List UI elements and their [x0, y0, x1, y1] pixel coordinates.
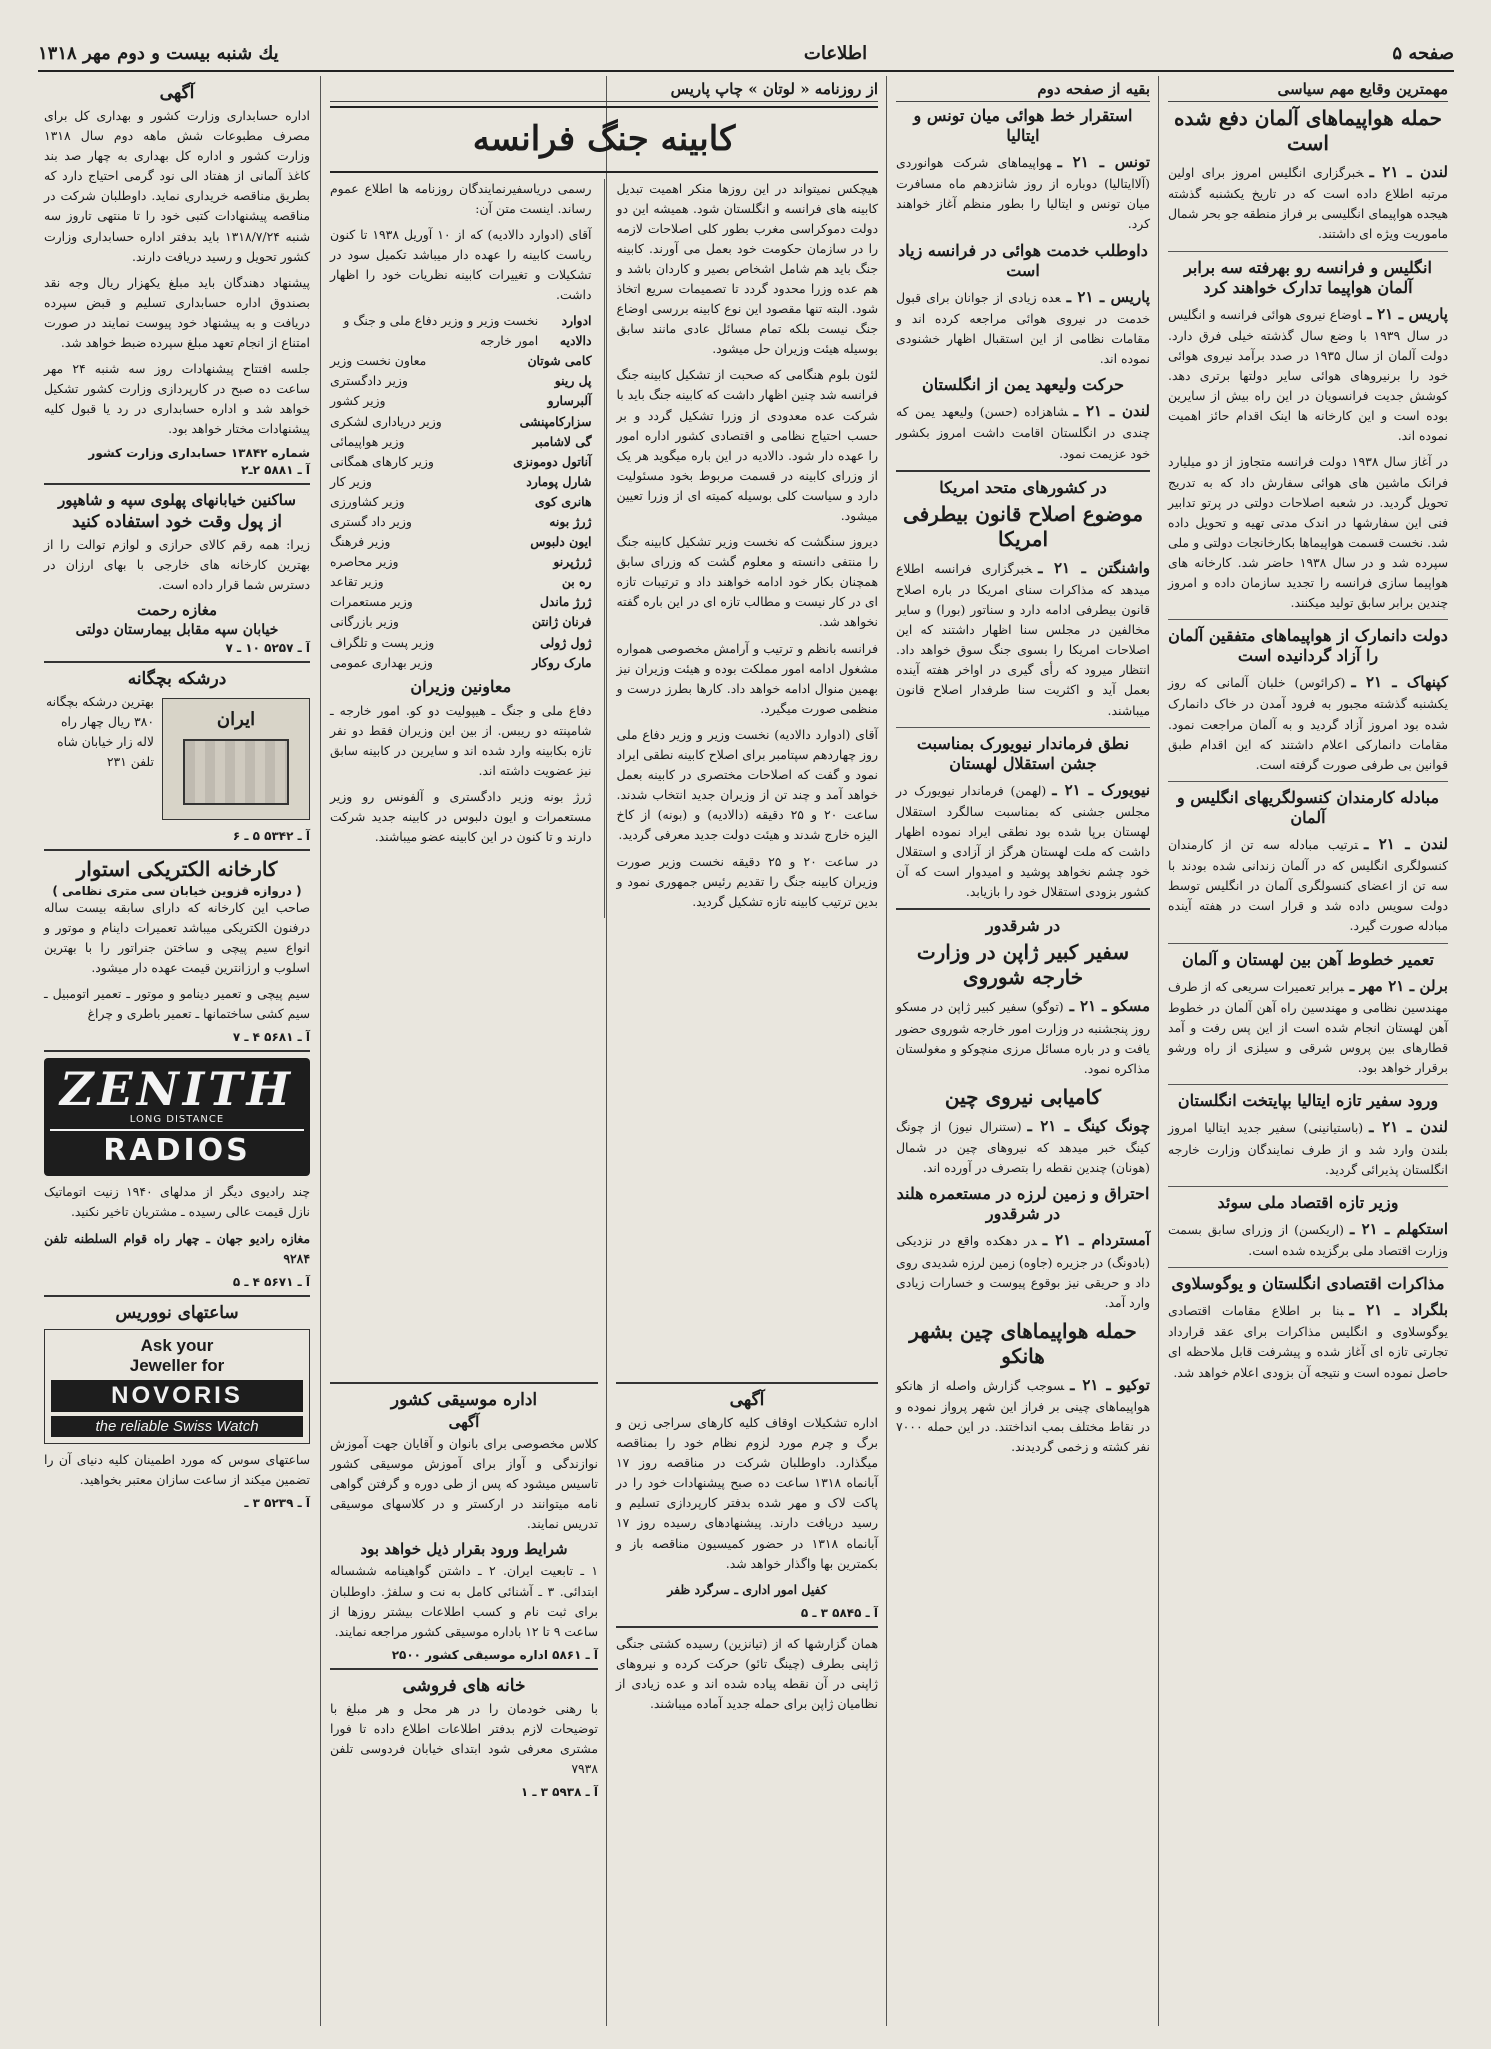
column-notice-ad [610, 1376, 884, 2026]
ad-body: کلاس مخصوصی برای بانوان و آقایان جهت آموزش نوازندگی و آواز برای آموزش موسیقی کشور تاسیس میشود که پس از طی دوره و گرفتن گواهی نامه میتوانند در ارکستر و در کلاسهای موسیقی تدریس نمایند. [330, 1436, 598, 1532]
article-paragraph: استکهلم ـ ۲۱ ـ(اریکسن) از وزرای سابق بسمت وزارت اقتصاد ملی برگزیده شده است. [1168, 1219, 1449, 1258]
pram-icon [183, 739, 289, 805]
novoris-line: Jeweller for [129, 1355, 225, 1375]
article-paragraph: لندن ـ ۲۱ ـشاهزاده (حسن) ولیعهد یمن که چندی در انگلستان اقامت داشت امروز بکشور خود عزیمت نمود. [896, 402, 1151, 461]
ad-body: ساعتهای سوس که مورد اطمینان کلیه دنیای آن را تضمین میکند از ساعت سازان معتبر بخواهید. [44, 1451, 310, 1487]
roster-role: وزیر کشاورزی [330, 493, 405, 509]
article-war-cabinet [324, 80, 884, 1370]
page-number: صفحه ۵ [1392, 42, 1454, 64]
shop-name: مغازه رحمت [136, 600, 218, 619]
article-title: کابینه جنگ فرانسه [472, 119, 736, 159]
headline: تعمیر خطوط آهن بین لهستان و آلمان [1182, 949, 1434, 969]
column-rule [886, 76, 887, 2026]
roster-name: ژول ژولی [540, 634, 592, 650]
article-paragraph: کپنهاک ـ ۲۱ ـ(کرائوس) خلبان آلمانی که روز یکشنبه گذشته مجبور به فرود آمدن در خاک دانمارک شده بود امروز آزاد گردید و به آلمان مراجعت نمود. مقامات دانمارکی اعلام داشتند که این اقدام طبق قوانین بی طرفی صورت گرفته است. [1168, 673, 1448, 772]
ad-body: اداره حسابداری وزارت کشور و بهداری کل برای مصرف مطبوعات شش ماهه دوم سال ۱۳۱۸ وزارت کشور و اداره کل بهداری به چهار صد بند کاغذ آلمانی از هفتاد الی نود گرمی احتیاج دارد که بطریق مناقصه خریداری نماید. داوطلبان شرکت در مناقصه پیشنهادات کتبی خود را تا منتهی تاروز سه شنبه ۱۳۱۸/۷/۲۴ باید بدفتر اداره حسابداری وزارت کشور تحویل و رسید دریافت دارند. [44, 108, 310, 264]
roster-name: پل رینو [554, 373, 592, 389]
roster-row [330, 512, 592, 532]
ad-title: آگهی [729, 1390, 765, 1410]
article-paragraph: فرانسه بانظم و ترتیب و آرامش مخصوصی همواره مشغول ادامه امور مملکت بوده و هیئت وزیران نیز بهمین منوال ادامه خواهد داد. کارها بطرز درست و منظمی صورت میگیرد. [616, 640, 878, 716]
headline: ورود سفیر تازه ایتالیا بپایتخت انگلستان [1177, 1091, 1439, 1111]
zenith-logo: ZENITH [60, 1062, 294, 1117]
roster-role: وزیر پست و تلگراف [330, 634, 435, 650]
headline: نطق فرماندار نیویورک بمناسبت جشن استقلال لهستان [916, 733, 1130, 773]
ad-code: آ ـ ۵۹۳۸ ۳ ـ ۱ [520, 1785, 598, 1800]
article-paragraph: تونس ـ ۲۱ ـهواپیماهای شرکت هوانوردی (آلاایتالیا) دوباره از روز شانزدهم ماه مسافرت میان تونس و ایتالیا را بطور منظم آغاز خواهند کرد. [896, 153, 1151, 232]
roster-name: گی لاشامبر [532, 433, 592, 449]
roster-row [330, 472, 592, 492]
ad-title: درشکه بچگانه [127, 668, 227, 689]
roster-row [330, 552, 592, 572]
roster-role: وزیر داد گستری [330, 514, 412, 529]
headline: حمله هواپیماهای آلمان دفع شده است [1174, 106, 1442, 155]
headline: انگلیس و فرانسه رو بهرفته سه برابر آلمان هواپیما تدارک خواهند کرد [1184, 257, 1432, 297]
zenith-tagline: LONG DISTANCE [129, 1114, 225, 1126]
roster-name: آلبرسارو [547, 393, 592, 409]
roster-name: شارل پومارد [526, 473, 592, 489]
roster-row [330, 633, 592, 653]
roster-row [330, 311, 592, 351]
ad-title: کارخانه الکتریکی استوار [76, 856, 278, 881]
article-paragraph: لئون بلوم هنگامی که صحبت از تشکیل کابینه جنگ فرانسه شد چنین اظهار داشت که کابینه جنگ باید با شرکت عده معدودی از وزرا تشکیل گردد و بر حسب احتیاج نظامی و اقتصادی کشور اداره امور را عهده دار شود. دالادیه در این باره میگوید هر یک از وزرای کابینه در قسمت مربوط بخود مسئولیت دارد و سیاست کلی بوسیله کمیته ای از وزرا تعیین میشود. [616, 367, 878, 523]
ad-subtitle: شرایط ورود بقرار ذیل خواهد بود [360, 1540, 568, 1559]
headline: حمله هواپیماهای چین بشهر هانکو [909, 1319, 1137, 1368]
article-paragraph: دفاع ملی و جنگ ـ هیپولیت دو کو. امور خارجه ـ شامپنته دو ریبس. از بین این وزیران فقط دو نفر تازه بکابینه وارد شده اند و سایرین در کابینه سابق نیز عضویت داشته اند. [330, 702, 592, 779]
roster-row [330, 653, 592, 673]
article-paragraph: آقای (ادوارد دالادیه) که از ۱۰ آوریل ۱۹۳۸ تا کنون ریاست کابینه را عهده دار میباشد تکمیل سود در تشکیلات و تغییرات کابینه نظریات خود را اظهار داشت. [330, 226, 592, 302]
roster-name: ره بن [561, 574, 592, 590]
ad-body: پیشنهاد دهندگان باید مبلغ یکهزار ریال وجه نقد بصندوق اداره حسابداری تسلیم و قبض سپرده دریافت و به پیشنهاد خود پیوست نمایند در صورت امتناع از انجام تعهد مبلغ سپرده ضبط خواهد شد. [44, 274, 310, 351]
zenith-product: RADIOS [50, 1129, 304, 1168]
ad-title: آگهی [159, 83, 195, 103]
article-paragraph: ژرژ بونه وزیر دادگستری و آلفونس رو وزیر مستعمرات و ایون دلبوس در کابینه جدید شرکت دارند و تا کنون در این کابینه عضو میباشند. [330, 789, 592, 845]
ad-body: با رهنی خودمان را در هر محل و هر مبلغ با توضیحات لازم بدفتر اطلاعات اطلاع داده تا فورا مشتری معرفی شود ابتدای خیابان فردوسی تلفن ۷۹۳۸ [330, 1700, 598, 1777]
article-paragraph: رسمی دریاسفیرنمایندگان روزنامه ها اطلاع عموم رساند. اینست متن آن: [330, 180, 592, 216]
ad-title: اداره موسیقی کشور [390, 1390, 538, 1410]
pram-brand: ایران [216, 708, 256, 730]
roster-role: وزیر فرهنگ [330, 534, 391, 550]
roster-row [330, 532, 592, 552]
roster-role: وزیر دریاداری لشکری [330, 413, 442, 429]
roster-role: وزیر دادگستری [330, 373, 408, 389]
roster-row [330, 432, 592, 452]
article-paragraph: پاریس ـ ۲۱ ـاوضاع نیروی هوائی فرانسه و انگلیس در سال ۱۹۳۹ با وضع سال گذشته خیلی فرق دارد. دولت آلمان از سال ۱۹۳۵ در صدد برآمد نیروی هوائی خود را برنیروهای هوائی سایر دولتها برتری دهد. کوشش جدیت فرانسویان در این راه بیش از سایرین بوده است و این کارخانه ها اینک اقدام حائز اهمیت نموده اند. [1168, 304, 1448, 444]
ad-code: آ ـ ۵۸۶۱ اداره موسیقی کشور ۲۵۰۰ [391, 1647, 598, 1662]
ad-subtitle: ( دروازه قزوین خیابان سی متری نظامی ) [52, 883, 302, 898]
article-paragraph: پاریس ـ ۲۱ ـعده زیادی از جوانان برای قبول خدمت در نیروی هوائی مراجعه کرده اند و مقامات نظامی از این استقبال اظهار خشنودی نموده اند. [896, 287, 1150, 367]
column-ads [38, 80, 316, 2026]
roster-name: سزارکامپنشی [519, 413, 592, 429]
novoris-watch-ad [44, 1329, 310, 1444]
roster-row [330, 572, 592, 592]
subhead: در کشورهای متحد امریکا [939, 477, 1107, 497]
ad-body: جلسه افتتاح پیشنهادات روز سه شنبه ۲۴ مهر ساعت ده صبح در کارپردازی وزارت کشور تشکیل خواهد شد و اداره حسابداری در رد یا قبول کلیه پیشنهادات مختار خواهد بود. [44, 361, 311, 437]
article-paragraph: در آغاز سال ۱۹۳۸ دولت فرانسه متجاوز از دو میلیارد فرانک ماشین های هوائی سفارش داد که به تدریج تحویل گردید. در شعبه اصلاحات دولتی در پرتو تدابیر فنی این سفارشها در اندک مدتی تهیه و تحویل داده شد. نخست قسمت هواپیماها بکارخانجات دولتی و ملی سپرده شد و در سال ۱۹۳۸ حاضر شد. کارخانه های هواپیما سازی فرانسه را تجدید سازمان داده و امروز چندین برابر سابق تولید میکنند. [1168, 454, 1448, 611]
ad-body: بهترین درشکه بچگانه ۳۸۰ ریال چهار راه لاله زار خیابان شاه تلفن ۲۳۱ [45, 693, 154, 770]
article-paragraph: بلگراد ـ ۲۱ ـبنا بر اطلاع مقامات اقتصادی یوگوسلاوی و انگلیس مذاکرات برای عقد قرارداد تجارتی تازه ای آغاز شده و پیشرفت قابل ملاحظه ای حاصل نموده است و نتیجه آن بزودی اعلام خواهد شد. [1168, 1301, 1448, 1380]
ad-code: آ ـ ۵۲۵۷ ۱۰ ـ ۷ [225, 640, 310, 655]
section-kicker: مهمترین وقایع مهم سیاسی [1168, 80, 1448, 102]
ad-title: ساعتهای نووریس [115, 1302, 239, 1323]
article-paragraph: دیروز سنگشت که نخست وزیر تشکیل کابینه جنگ را منتفی دانسته و معلوم گشت که وزرای سابق همچنان بکار خود ادامه خواهند داد و ترتیبات تازه ای در کار نیست و مطالب تازه ای در این باره گفته نخواهد شد. [616, 534, 878, 630]
article-column-a [617, 179, 879, 918]
headline: مذاکرات اقتصادی انگلستان و یوگوسلاوی [1171, 1274, 1445, 1294]
roster-role: وزیر کارهای همگانی [330, 453, 434, 469]
article-paragraph: توکیو ـ ۲۱ ـسوجب گزارش واصله از هانکو هواپیماهای چینی بر فراز این شهر پرواز نموده و در نقاط مختلف بمب انداختند. در این حمله ۷۰۰۰ نفر کشته و زخمی گردیدند. [896, 1376, 1150, 1455]
article-paragraph: همان گزارشها که از (تیانزین) رسیده کشتی جنگی ژاپنی بطرف (چینگ تائو) حرکت کرده و نیروهای ژاپنی در آن نقطه پیاده شده اند و عده زیادی از نظامیان ژاپن برای حمله جدید آماده میباشند. [616, 1635, 878, 1712]
novoris-tagline: the reliable Swiss Watch [51, 1416, 303, 1437]
novoris-logo: NOVORIS [51, 1380, 303, 1412]
roster-row [330, 351, 592, 371]
ad-code: آ ـ ۵۶۸۱ ۴ ـ ۷ [232, 1030, 310, 1045]
column-music-ad [324, 1376, 604, 2026]
roster-role: نخست وزیر و وزیر دفاع ملی و جنگ و امور خارجه [343, 313, 539, 349]
headline: استقرار خط هوائی میان تونس و ایتالیا [913, 106, 1133, 145]
article-paragraph: هیچکس نمیتواند در این روزها منکر اهمیت تبدیل کابینه های فرانسه و انگلستان شود. همیشه این دو دولت دموکراسی مغرب بطور کلی اصلاحات لازمه را در سازمان حکومت خود بعمل می آورند. کابینه جنگ باید هم شامل اشخاص بصیر و کاردان باشد و هم عده وزرا محدود گردد تا تصمیمات سریع اتخاذ شود. البته تنها مقصود این نوع کابینه بررسی اوضاع جنگ نیست بلکه تمام مسائل عادی مانند سابق بوسیله هیئت وزیران حل میشود. [616, 180, 878, 357]
roster-row [330, 492, 592, 512]
roster-role: معاون نخست وزیر [330, 353, 427, 369]
roster-role: وزیر مستعمرات [330, 594, 413, 610]
article-paragraph: چونگ کینگ ـ ۲۱ ـ(ستنرال نیوز) از چونگ کینگ خبر میدهد که نیروهای چین در شمال (هونان) چندین نقطه را بتصرف در آورده اند. [896, 1116, 1150, 1176]
column-world-news [890, 80, 1156, 2026]
roster-role: وزیر بازرگانی [330, 614, 399, 630]
roster-role: وزیر کار [330, 473, 372, 489]
article-paragraph: واشنگتن ـ ۲۱ ـخبرگزاری فرانسه اطلاع میدهد که مذاکرات سنای امریکا در باره اصلاح قانون بیطرفی ادامه دارد و سناتور (بورا) و سایر مخالفین در مجلس سنا اظهار داشتند که این اصلاحات امریکا را بسوی جنگ سوق خواهد داد. انتظار میرود که رأی گیری در اواخر هفته آینده بعمل آید و اکثریت سنا طرفدار اصلاح قانون میباشند. [896, 558, 1151, 718]
ad-signature: کفیل امور اداری ـ سرگرد ظفر [667, 1581, 827, 1597]
roster-name: کامی شوتان [527, 353, 592, 369]
ad-title: ساکنین خیابانهای پهلوی سپه و شاهپور [58, 490, 296, 509]
headline: سفیر کبیر ژاپن در وزارت خارجه شوروی [916, 940, 1130, 990]
roster-role: وزیر بهداری عمومی [330, 654, 433, 670]
paper-name: اطلاعات [803, 42, 868, 64]
roster-row [330, 391, 592, 411]
article-paragraph: برلن ـ ۲۱ مهر ـبرابر تعمیرات سریعی که از طرف مهندسین نظامی و مهندسین راه آهن آلمان در خطوط آهن لهستان انجام شده است از این پس رفت و آمد قطارهای بین پروس شرقی و سیلزی از راه ورشو برقرار خواهد بود. [1168, 976, 1448, 1076]
ad-code: آ ـ ۵۲۳۹ ۳ ـ [244, 1495, 310, 1510]
roster-name: ایون دلبوس [530, 534, 592, 550]
subhead: در شرقدور [985, 916, 1061, 936]
ad-code: آ ـ ۵۶۷۱ ۴ ـ ۵ [232, 1274, 310, 1289]
article-paragraph: در ساعت ۲۰ و ۲۵ دقیقه نخست وزیر صورت وزیران کابینه جنگ را تقدیم رئیس جمهوری نمود و بدین ترتیب کابینه تازه تشکیل گردید. [616, 853, 878, 909]
shop-address: مغازه رادیو جهان ـ چهار راه قوام السلطنه تلفن ۹۲۸۴ [44, 1230, 310, 1266]
roster-row [330, 452, 592, 472]
roster-row [330, 412, 592, 432]
ad-body: ۱ ـ تابعیت ایران. ۲ ـ داشتن گواهینامه ششساله ابتدائی. ۳ ـ آشنائی کامل به نت و سلفژ. داوطلبان برای ثبت نام و کسب اطلاعات بیشتر روزها از ساعت ۹ تا ۱۲ باداره موسیقی کشور مراجعه نمایند. [330, 1563, 599, 1639]
headline: دولت دانمارک از هواپیماهای متفقین آلمان را آزاد گردانیده است [1168, 626, 1448, 666]
cabinet-roster [330, 311, 592, 673]
roster-name: هانری کوی [534, 493, 592, 509]
title-box [330, 106, 878, 173]
headline: وزیر تازه اقتصاد ملی سوئد [1217, 1192, 1399, 1212]
roster-row [330, 612, 592, 632]
issue-date: یك شنبه بیست و دوم مهر ۱۳۱۸ [38, 42, 279, 64]
article-paragraph: نیویورک ـ ۲۱ ـ(لهمن) فرماندار نیویورک در مجلس جشنی که بمناسبت سالگرد استقلال لهستان برپا شده بود نطقی ایراد نموده اظهار داشت که ملت لهستان هرگز از آزادی و استقلال خود چشم نخواهد پوشید و امیدوار است که آن کشور بزودی استقلال خود را بازیابد. [896, 780, 1150, 900]
roster-row [330, 371, 592, 391]
article-paragraph: لندن ـ ۲۱ ـ(باستیانینی) سفیر جدید ایتالیا امروز بلندن وارد شد و از طرف نمایندگان وزارت خارجه انگلستان پذیرائی گردید. [1168, 1118, 1448, 1177]
section-kicker: بقیه از صفحه دوم [896, 80, 1150, 102]
roster-name: فرنان ژانتن [532, 614, 592, 630]
ad-body: چند رادیوی دیگر از مدلهای ۱۹۴۰ زنیت اتوماتیک نازل قیمت عالی رسیده ـ مشتریان تاخیر نکنید. [44, 1184, 310, 1220]
zenith-radios-ad [44, 1058, 310, 1176]
headline: مبادله کارمندان کنسولگریهای انگلیس و آلمان [1176, 787, 1440, 827]
pram-illustration [162, 698, 310, 820]
ad-body: زیرا: همه رقم کالای حرازی و لوازم توالت را از بهترین کارخانه های خارجی با بهای ارزان در دسترس شما قرار داده است. [44, 536, 310, 592]
roster-row [330, 592, 592, 612]
subhead: معاونین وزیران [410, 676, 512, 696]
ad-reference: شماره ۱۳۸۴۲ حسابداری وزارت کشور [88, 445, 310, 460]
roster-role: وزیر هواپیمائی [330, 433, 405, 449]
masthead [38, 36, 1454, 72]
article-paragraph: لندن ـ ۲۱ ـخبرگزاری انگلیس امروز برای اولین مرتبه اطلاع داده است که در تاریخ یکشنبه گذشته هیجده هواپیمای انگلیسی بر فراز منطقه جو بحر شمال ماموریت ویژه ای داشتند. [1168, 163, 1448, 242]
ad-title: خانه های فروشی [402, 1675, 526, 1696]
ad-list: سیم پیچی و تعمیر دینامو و موتور ـ تعمیر اتومبیل ـ سیم کشی ساختمانها ـ تعمیر باطری و چراغ [44, 986, 310, 1022]
headline: احتراق و زمین لرزه در مستعمره هلند در شرقدور [896, 1184, 1150, 1224]
ad-code: آ ـ ۵۳۴۲ ۵ ـ ۶ [232, 828, 310, 843]
novoris-line: Ask your [140, 1335, 214, 1355]
roster-name: مارک روکار [532, 654, 592, 670]
column-rule [1158, 76, 1159, 2026]
ad-subtitle: از پول وقت خود استفاده کنید [72, 511, 282, 532]
headline: حرکت ولیعهد یمن از انگلستان [921, 375, 1125, 395]
column-rule [320, 76, 321, 2026]
roster-name: ادوارد دالادیه [559, 313, 592, 349]
headline: کامیابی نیروی چین [944, 1084, 1102, 1109]
shop-address: خیابان سپه مقابل بیمارستان دولتی [75, 621, 279, 638]
ad-body: صاحب این کارخانه که دارای سابقه بیست ساله درفنون الکتریکی میباشد تعمیرات داینام و موتور و انواع سیم پیچی و ساختن جنراتور را با بهترین اسلوب و ارزانترین قیمت عهده دار میشود. [44, 899, 310, 976]
roster-role: وزیر محاصره [330, 554, 399, 570]
newspaper-page [38, 36, 1454, 2026]
ad-subtitle: آگهی [448, 1413, 480, 1431]
roster-name: ژرژ بونه [549, 514, 592, 529]
headline: داوطلب خدمت هوائی در فرانسه زیاد است [898, 240, 1148, 280]
ad-code: آ ـ ۵۸۸۱ ۲ـ۲ [241, 462, 310, 477]
roster-name: آناتول دومونزی [513, 453, 592, 469]
article-paragraph: لندن ـ ۲۱ ـترتیب مبادله سه تن از کارمندان کنسولگری انگلیس که در آلمان زندانی شده بودند با سه تن از اعضای کنسولگری آلمان در انگلیس توسط دولت سویس داده شد و قرار است در هفته آینده مبادله صورت گیرد. [1168, 834, 1448, 934]
roster-role: وزیر کشور [330, 393, 386, 409]
roster-name: ژرژ ماندل [539, 594, 592, 610]
roster-role: وزیر تقاعد [330, 574, 384, 590]
headline: موضوع اصلاح قانون بیطرفی امریکا [902, 501, 1144, 551]
article-paragraph: آمستردام ـ ۲۱ ـدر دهکده واقع در نزدیکی (بادونگ) در جزیره (جاوه) زمین لرزه شدیدی روی داد و حریقی نیز بوقوع پیوست و خسارات زیادی وارد آمد. [896, 1231, 1151, 1310]
article-source: از روزنامه « لوتان » چاپ پاریس [330, 80, 878, 102]
ad-code: آ ـ ۵۸۴۵ ۳ ـ ۵ [800, 1605, 878, 1620]
article-paragraph: آقای (ادوارد دالادیه) نخست وزیر و وزیر دفاع ملی روز چهاردهم سپتامبر برای اصلاح کابینه نطقی ایراد نمود و گفت که اصلاحات مختصری در کابینه بعمل خواهد آمد و چند تن از وزیران جدید انتخاب شدند. ساعت ۲۰ و ۲۵ دقیقه (دالادیه) و (بونه) از کاخ الیزه خارج شدند و هیئت دولت جدید معرفی گردید. [616, 726, 878, 843]
column-political-news [1162, 80, 1454, 2026]
article-column-b [330, 179, 592, 918]
article-paragraph: مسکو ـ ۲۱ ـ(توگو) سفیر کبیر ژاپن در مسکو روز پنجشنبه در وزارت امور خارجه شوروی حضور یافت و در باره مسائل مرزی منچوکو و مغولستان مذاکره نمود. [896, 997, 1150, 1076]
roster-name: ژرژپرنو [553, 554, 592, 570]
ad-body: اداره تشکیلات اوقاف کلیه کارهای سراجی زین و برگ و چرم مورد لزوم نظام خود را بمناقصه میگذارد. داوطلبان شرکت در مناقصه روز ۱۷ آبانماه ۱۳۱۸ ساعت ده صبح پیشنهادات خود را در پاکت لاک و مهر شده بدفتر کارپردازی تسلیم و رسید دریافت دارند. پیشنهادهای رسیده روز ۱۷ آبانماه ۱۳۱۸ در حضور کمیسیون مناقصه باز و بکمترین بها واگذار خواهد شد. [616, 1415, 879, 1571]
